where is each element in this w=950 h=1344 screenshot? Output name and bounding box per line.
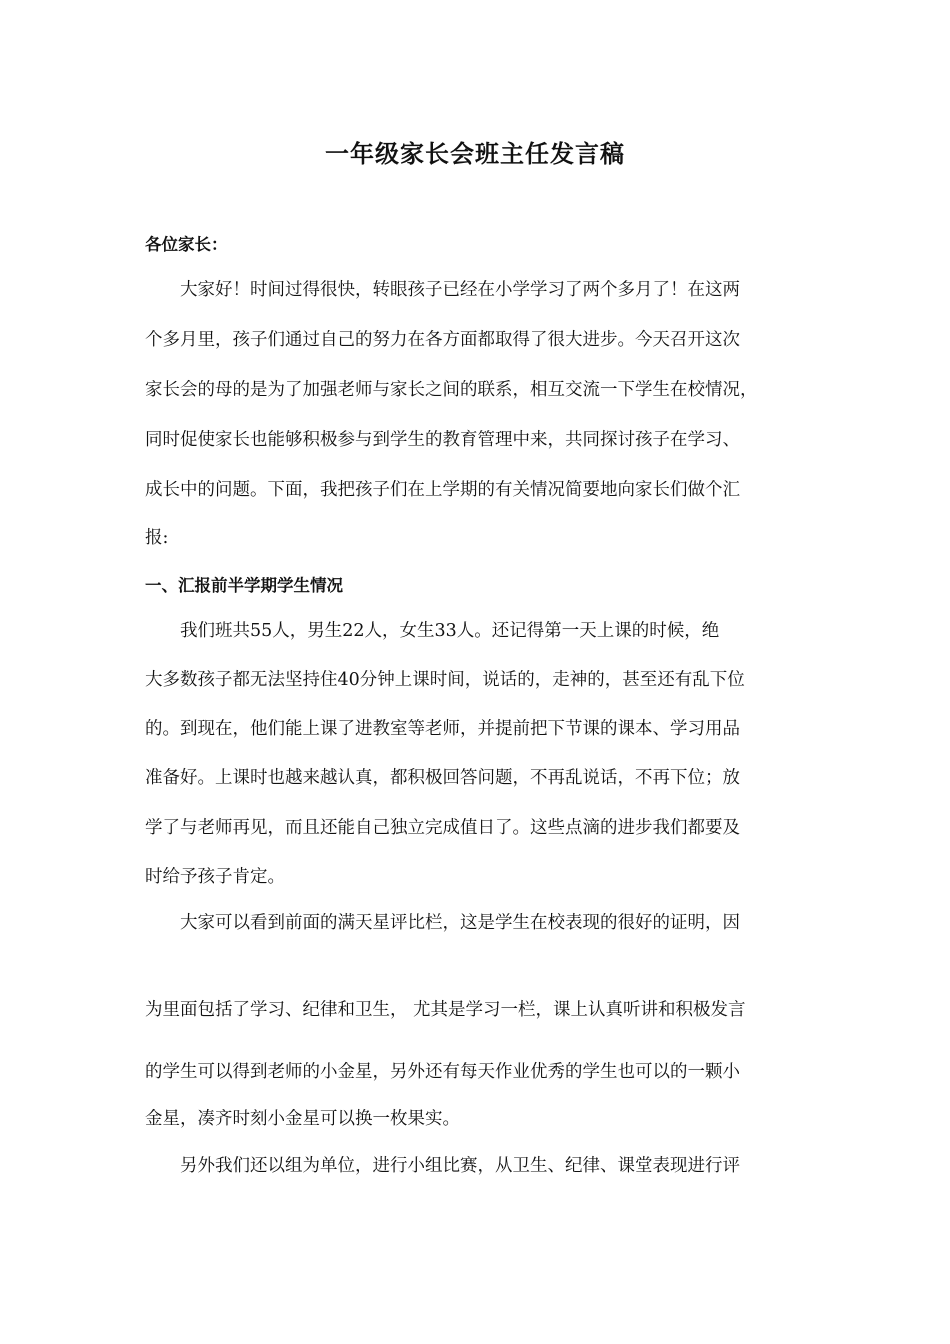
paragraph-line: 成长中的问题。下面，我把孩子们在上学期的有关情况简要地向家长们做个汇 — [145, 480, 740, 500]
paragraph-line: 大家可以看到前面的满天星评比栏，这是学生在校表现的很好的证明，因 — [145, 913, 740, 933]
paragraph-line: 的。到现在，他们能上课了进教室等老师，并提前把下节课的课本、学习用品 — [145, 719, 740, 739]
paragraph-line: 大家好！时间过得很快，转眼孩子已经在小学学习了两个多月了！在这两 — [145, 280, 740, 300]
section-heading: 一、汇报前半学期学生情况 — [145, 576, 343, 595]
paragraph-line: 的学生可以得到老师的小金星，另外还有每天作业优秀的学生也可以的一颗小 — [145, 1062, 740, 1082]
paragraph-line: 报: — [145, 528, 169, 548]
paragraph-line: 准备好。上课时也越来越认真，都积极回答问题，不再乱说话，不再下位；放 — [145, 768, 740, 788]
paragraph-line: 我们班共55人，男生22人，女生33人。还记得第一天上课的时候，绝 — [145, 621, 720, 641]
paragraph-line: 为里面包括了学习、纪律和卫生， 尤其是学习一栏，课上认真听讲和积极发言 — [145, 1000, 746, 1020]
paragraph-line: 同时促使家长也能够积极参与到学生的教育管理中来，共同探讨孩子在学习、 — [145, 430, 740, 450]
paragraph-line: 个多月里，孩子们通过自己的努力在各方面都取得了很大进步。今天召开这次 — [145, 330, 740, 350]
document-title: 一年级家长会班主任发言稿 — [325, 140, 625, 168]
paragraph-line: 另外我们还以组为单位，进行小组比赛，从卫生、纪律、课堂表现进行评 — [145, 1156, 740, 1176]
greeting: 各位家长： — [145, 235, 228, 254]
paragraph-line: 大多数孩子都无法坚持住40分钟上课时间，说话的，走神的，甚至还有乱下位 — [145, 670, 745, 690]
paragraph-line: 金星，凑齐时刻小金星可以换一枚果实。 — [145, 1109, 460, 1129]
paragraph-line: 时给予孩子肯定。 — [145, 867, 285, 887]
paragraph-line: 学了与老师再见，而且还能自己独立完成值日了。这些点滴的进步我们都要及 — [145, 818, 740, 838]
paragraph-line: 家长会的母的是为了加强老师与家长之间的联系，相互交流一下学生在校情况， — [145, 380, 758, 400]
